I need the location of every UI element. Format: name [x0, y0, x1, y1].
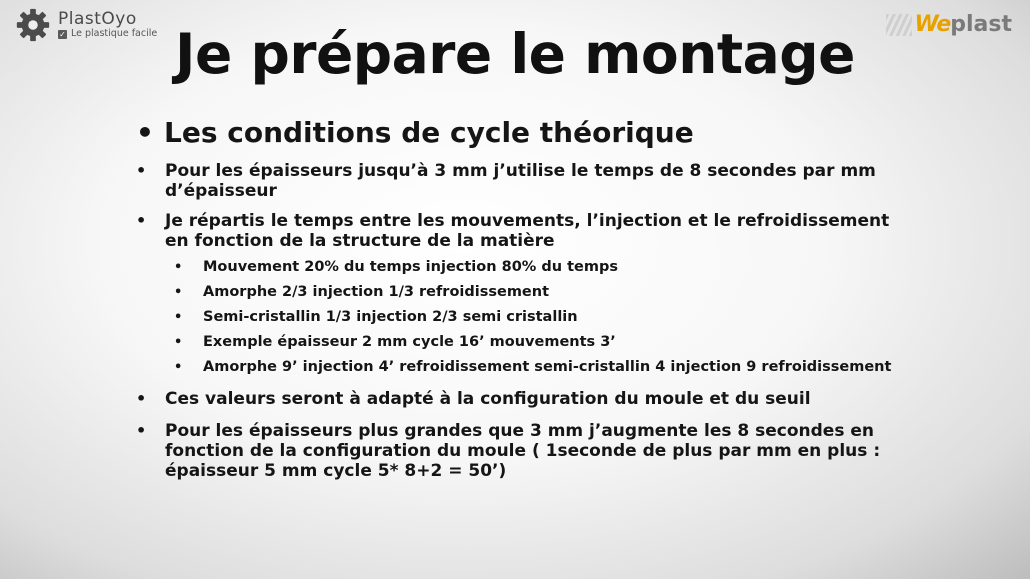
bullet-icon: •	[174, 285, 183, 300]
bullet-icon: •	[174, 360, 183, 375]
bullet-icon: •	[174, 310, 183, 325]
brand-tagline: Le plastique facile	[71, 28, 158, 39]
sub-bullet-item	[174, 334, 896, 351]
sub-bullet-item	[174, 309, 896, 326]
bullet-icon: •	[136, 116, 154, 149]
bullet-icon: •	[136, 161, 147, 180]
slide-title: Je prépare le montage	[175, 22, 855, 86]
bullet-text: Pour les épaisseurs plus grandes que 3 mm j’augmente les 8 secondes en fonction de la configuration du moule ( 1seconde de plus par mm en plus : épaisseur 5 mm cycle 5* 8+2 = 50’)	[165, 421, 881, 481]
bullet-text: Je répartis le temps entre les mouvements, l’injection et le refroidissement en fonction de la structure de la matière	[165, 211, 890, 251]
bullet-item	[136, 421, 896, 481]
bullet-item	[136, 116, 896, 150]
bullet-icon: •	[136, 211, 147, 230]
sub-bullet-text: Exemple épaisseur 2 mm cycle 16’ mouvements 3’	[203, 334, 616, 350]
sub-bullet-item	[174, 259, 896, 276]
sub-bullet-text: Amorphe 9’ injection 4’ refroidissement semi-cristallin 4 injection 9 refroidissement	[203, 359, 892, 375]
bullet-icon: •	[174, 260, 183, 275]
bullet-icon: •	[136, 389, 147, 408]
bullet-item	[136, 389, 896, 409]
sub-bullet-text: Mouvement 20% du temps injection 80% du temps	[203, 259, 618, 275]
bullet-item	[136, 211, 896, 251]
brand-name: PlastOyo	[58, 9, 137, 29]
bullet-list	[136, 116, 896, 491]
weplast-logo-we: We	[914, 12, 951, 37]
check-icon: ✓	[59, 29, 66, 39]
sub-bullet-text: Amorphe 2/3 injection 1/3 refroidissement	[203, 284, 550, 300]
bullet-text: Pour les épaisseurs jusqu’à 3 mm j’utilise le temps de 8 secondes par mm d’épaisseur	[165, 161, 876, 201]
bullet-item	[136, 161, 896, 201]
weplast-logo-plast: plast	[950, 12, 1012, 37]
bullet-text: Ces valeurs seront à adapté à la configuration du moule et du seuil	[165, 389, 811, 409]
sub-bullet-item	[174, 284, 896, 301]
bullet-text: Les conditions de cycle théorique	[164, 116, 694, 149]
sub-bullet-text: Semi-cristallin 1/3 injection 2/3 semi cristallin	[203, 309, 578, 325]
sub-bullet-item	[174, 359, 896, 376]
bullet-icon: •	[136, 421, 147, 440]
bullet-icon: •	[174, 335, 183, 350]
